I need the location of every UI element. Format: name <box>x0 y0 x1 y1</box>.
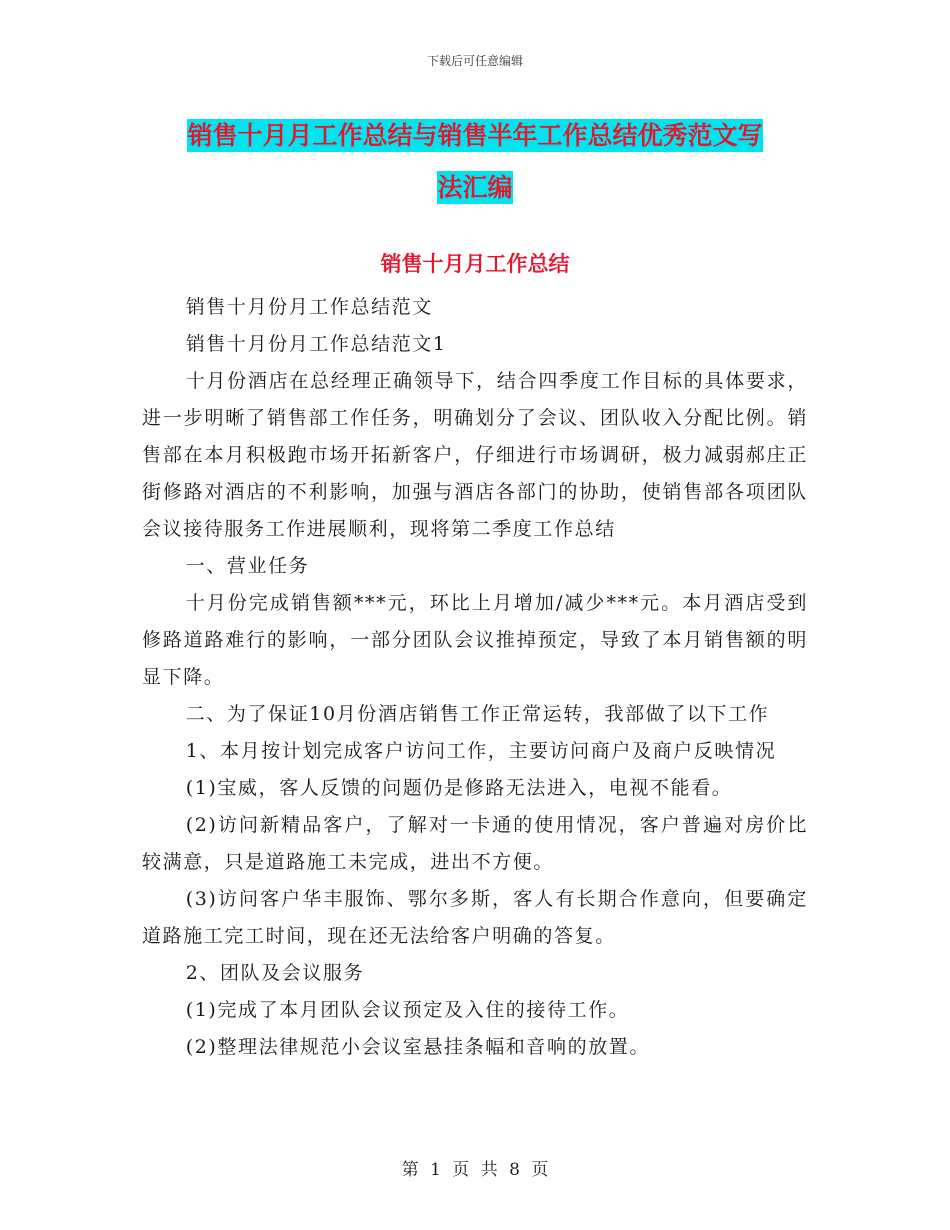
paragraph: 二、为了保证10月份酒店销售工作正常运转，我部做了以下工作 <box>185 703 770 725</box>
document-title <box>142 110 808 214</box>
paragraph: (3)访问客户华丰服饰、鄂尔多斯，客人有长期合作意向，但要确定道路施工完工时间，现在还无法给客户明确的答复。 <box>142 888 808 947</box>
body-text <box>142 289 808 1066</box>
paragraph: (1)宝威，客人反馈的问题仍是修路无法进入，电视不能看。 <box>185 777 733 799</box>
paragraph: (2)访问新精品客户，了解对一卡通的使用情况，客户普遍对房价比较满意，只是道路施工未完成，进出不方便。 <box>142 814 808 873</box>
paragraph: 一、营业任务 <box>185 555 310 577</box>
paragraph: 销售十月份月工作总结范文1 <box>185 333 447 355</box>
paragraph: 销售十月份月工作总结范文 <box>185 296 433 318</box>
header-note: 下载后可任意编辑 <box>426 54 523 68</box>
paragraph: 2、团队及会议服务 <box>185 962 365 984</box>
paragraph: 十月份完成销售额***元，环比上月增加/减少***元。本月酒店受到修路道路难行的影响，一部分团队会议推掉预定，导致了本月销售额的明显下降。 <box>142 592 808 688</box>
paragraph: 1、本月按计划完成客户访问工作，主要访问商户及商户反映情况 <box>185 740 777 762</box>
page-footer: 第 1 页 共 8 页 <box>401 1160 549 1180</box>
document-title-line-1: 销售十月月工作总结与销售半年工作总结优秀范文写 <box>187 121 763 150</box>
document-title-line-2: 法汇编 <box>437 173 513 202</box>
paragraph: (2)整理法律规范小会议室悬挂条幅和音响的放置。 <box>185 1036 651 1058</box>
section-title: 销售十月月工作总结 <box>380 252 570 276</box>
paragraph: (1)完成了本月团队会议预定及入住的接待工作。 <box>185 999 630 1021</box>
paragraph: 十月份酒店在总经理正确领导下，结合四季度工作目标的具体要求，进一步明晰了销售部工作任务，明确划分了会议、团队收入分配比例。销售部在本月积极跑市场开拓新客户，仔细进行市场调研，极力减弱郝庄正街修路对酒店的不利影响，加强与酒店各部门的协助，使销售部各项团队会议接待服务工作进展顺利，现将第二季度工作总结 <box>142 370 808 540</box>
